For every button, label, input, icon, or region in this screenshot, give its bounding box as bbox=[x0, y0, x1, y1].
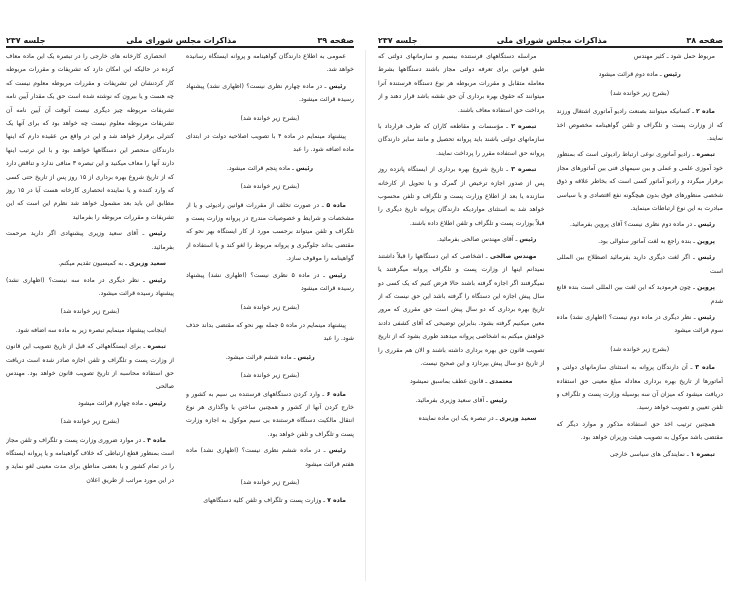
page-number: صفحه ۳۸ bbox=[686, 36, 723, 45]
paragraph-text: ـ آقای سعید وزیری پیشنهادی اگر دارید مرحمت بفرمائید. bbox=[6, 230, 174, 251]
speaker-label: ماده ۷ bbox=[327, 497, 346, 505]
paragraph bbox=[6, 340, 174, 394]
speaker-label: رئیس bbox=[697, 254, 715, 262]
speaker-label: پروین bbox=[697, 237, 715, 245]
document-title: مذاکرات مجلس شورای ملی bbox=[126, 36, 237, 45]
page-number: صفحه ۳۹ bbox=[317, 36, 354, 45]
speaker-label: ماده ۶ bbox=[326, 390, 346, 398]
session-number: جلسه ۲۳۷ bbox=[378, 36, 418, 45]
paragraph bbox=[557, 448, 724, 461]
speaker-label: رئیس bbox=[519, 236, 537, 244]
speaker-label: ماده ۴ bbox=[147, 436, 167, 444]
paragraph bbox=[378, 120, 545, 160]
paragraph bbox=[186, 130, 354, 157]
paragraph-text: ـ اشخاصی که این دستگاهها را قبلاً داشتند نمیدانم اینها از وزارت پست و تلگراف پروانه میگرفتند یا نمیگرفتند اگر اجازه گرفته باشند حالا فرض کنیم که یک کسی دو سال پیش اجازه این دستگاه را گرفته باشد این حق نیست که از تاریخ بهره برداری که دو سال پیش است حق مقرری که مرور معین میکنیم گرفته بشود. بنابراین توضیحی که آقای کشفی دادند خواهش میکنم به اشخاصی پروانه میدهند طوری بشود که از تاریخ تصویب قانون حق بهره برداری داشته باشند و الان هم مقرری را از تاریخ دو سال پیش بپردازد و این صحیح نیست. bbox=[378, 252, 545, 367]
page-header bbox=[6, 32, 354, 48]
paragraph bbox=[6, 274, 174, 301]
paragraph bbox=[557, 50, 724, 63]
paragraph bbox=[557, 343, 724, 356]
paragraph bbox=[186, 369, 354, 382]
paragraph bbox=[6, 305, 174, 318]
paragraph-text: (بشرح زیر خوانده شد) bbox=[60, 308, 120, 316]
speaker-label: رئیس bbox=[663, 71, 681, 79]
paragraph bbox=[378, 412, 545, 425]
text-columns bbox=[6, 50, 354, 591]
paragraph bbox=[186, 269, 354, 296]
paragraph bbox=[378, 50, 545, 117]
speaker-label: تبصره bbox=[696, 151, 715, 159]
paragraph-text: ـ ماده دوم قرائت میشود bbox=[598, 71, 664, 79]
paragraph-text: ـ تاریخ شروع بهره برداری از ایستگاه پانزده روز پس از صدور اجازه ترخیص از گمرک و یا تحویل از کارخانه سازنده یا بعد از اطلاع وزارت پست و تلگراف و تلفن محسوب خواهد شد به استثنای مواردیکه دارندگان پروانه تاریخ دیگری را قبلاً بوزارت پست و تلگراف و تلفن اطلاع داده باشند. bbox=[378, 166, 545, 227]
paragraph bbox=[6, 434, 174, 488]
paragraph-text: ـ نظر دیگری در ماده سه نیست؟ (اظهاری نشد) پیشنهاد رسیده قرائت میشود. bbox=[6, 276, 174, 297]
speaker-label: رئیس bbox=[697, 221, 715, 229]
paragraph-text: ـ ماده ششم قرائت میشود. bbox=[225, 353, 298, 361]
speaker-label: رئیس bbox=[295, 164, 314, 172]
paragraph-text: (بشرح زیر خوانده شد) bbox=[240, 114, 300, 122]
speaker-label: رئیس bbox=[697, 313, 715, 321]
paragraph bbox=[557, 311, 724, 338]
paragraph-text: پیشنهاد مینمایم در ماده ۴ با تصویب اصلاحیه دولت در ابتدای ماده اضافه شود. را عبد bbox=[186, 133, 354, 154]
paragraph bbox=[186, 476, 354, 489]
paragraph-text: ـ در تبصره یک این ماده نماینده bbox=[418, 415, 500, 423]
speaker-label: معتمدی bbox=[489, 378, 513, 386]
paragraph bbox=[378, 250, 545, 371]
paragraph bbox=[6, 324, 174, 337]
paragraph bbox=[6, 227, 174, 254]
speaker-label: رئیس bbox=[489, 396, 508, 404]
paragraph bbox=[557, 235, 724, 248]
paragraph-text: ـ وزارت پست و تلگراف و تلفن کلیه دستگاههای bbox=[203, 497, 328, 505]
speaker-label: رئیس bbox=[328, 82, 346, 90]
paragraph bbox=[378, 233, 545, 246]
speaker-label: رئیس bbox=[148, 230, 166, 238]
paragraph bbox=[186, 494, 354, 507]
speaker-label: رئیس bbox=[148, 399, 166, 407]
paragraph-text: (بشرح زیر خوانده شد) bbox=[240, 303, 300, 311]
page-header bbox=[378, 32, 723, 48]
speaker-label: ماده ۵ bbox=[326, 201, 346, 209]
paragraph-text: ـ به کمیسیون تقدیم میکنم. bbox=[58, 260, 129, 268]
paragraph-text: ـ نظر دیگری در ماده دوم نیست؟ (اظهاری نشد) ماده سوم قرائت میشود bbox=[556, 313, 723, 335]
column-left bbox=[6, 50, 174, 591]
paragraph bbox=[557, 251, 724, 278]
paragraph-text: (بشرح زیر خوانده شد) bbox=[610, 89, 670, 97]
speaker-label: تبصره ۳ bbox=[511, 166, 537, 174]
paragraph-text: عمومی به اطلاع دارندگان گواهینامه و پروانه ایستگاه رسانیده خواهد شد. bbox=[186, 53, 354, 74]
paragraph bbox=[557, 281, 724, 308]
column-right bbox=[557, 50, 724, 591]
paragraph-text: انحصاری کارخانه های خارجی را در تبصره یک این ماده معاف کرده در حالیکه این امکان دارد که تشریفات و مقررات مربوطه کار کردنشان این تشریفات و مقررات مربوطه معلوم نیست که چه هست و یا بیرون که نوشته شده است حق یک مقدار آیین نامه تشریفات مربوطه چیز دیگری نیست آنوقت آن آیین نامه آن تشریفات مربوطه معلوم نیست چه خواهد بود که برای آنها یک کنترلی برقرار خواهد شد و این در واقع من عقیده دارم که اینها دارندگان منحصر این دستگاهها خواهند بود و با این ترتیب اینها دارند آنها را معاف میکنید و این تبصره ۳ منافی ندارد و تناقض دارد که از تاریخ شروع بهره برداری از ۱۵ روز پس از تاریخ حتی کسی که وارد کننده و یا نماینده انحصاری کارخانه هست آیا در ۱۵ روز مطابق این باید بعد مشمول خواهد شد نظرم این است که این تشریفات و مقررات مربوطه را بفرمائید bbox=[6, 53, 174, 221]
paragraph bbox=[6, 397, 174, 410]
text-columns bbox=[378, 50, 723, 591]
paragraph bbox=[186, 351, 354, 364]
paragraph-text: ـ وارد کردن دستگاههای فرستنده بی سیم به کشور و خارج کردن آنها از کشور و همچنین ساختن یا واگذاری هر نوع انتقال مالکیت دستگاه فرستنده بی سیم موکول به اجازه وزارت پست و تلگراف و تلفن خواهد بود. bbox=[186, 390, 354, 438]
speaker-label: سعید وزیری bbox=[128, 260, 166, 268]
paragraph-text: (بشرح زیر خوانده شد) bbox=[60, 418, 120, 426]
paragraph-text: ـ در ماده ششم نظری نیست؟ (اظهاری نشد) ماده هفتم قرائت میشود bbox=[186, 447, 354, 468]
paragraph-text: ـ در ماده دوم نظری نیست؟ آقای پروین بفرمائید. bbox=[570, 221, 698, 229]
paragraph bbox=[186, 199, 354, 266]
speaker-label: رئیس bbox=[297, 353, 315, 361]
page-38 bbox=[372, 0, 729, 601]
paragraph-text: مراسله دستگاههای فرستنده بیسیم و سازمانهای دولتی که طبق قوانین برای تعرفه دولتی مجاز باشند دستگاهها بشرط معامله متقابل و مقررات مربوطه هر نوع دستگاه فرستنده آنرا میتوانند که حقوق بهره برداری آن حق نقشه باشد قرار دهند و از پرداخت حق استفاده معاف باشند. bbox=[378, 53, 545, 114]
paragraph bbox=[6, 257, 174, 270]
paragraph bbox=[378, 375, 545, 388]
paragraph-text: ـ رادیو آماتوری نوعی ارتباط رادیوئی است که بمنظور خود آموزی علمی و عملی و بین سیمهای فنی بین آماتورهای مجاز برقرار میگردد و رادیو آماتور کسی است که بخاطر علاقه و ذوق شخصی منظورهای فوق بدون هیچگونه نفع اقتصادی و یا سیاسی مبادرت به این نوع ارتباطات مینماید. bbox=[556, 151, 723, 213]
paragraph-text: پیشنهاد مینمایم در ماده ۵ جمله بهر نحو که مقتضی بداند حذف شود. را عبد bbox=[186, 321, 354, 343]
speaker-label: رئیس bbox=[148, 276, 166, 284]
paragraph bbox=[557, 148, 724, 215]
speaker-label: تبصره bbox=[147, 343, 166, 351]
paragraph bbox=[557, 68, 724, 81]
paragraph-text: ـ مؤسسات و مقاطعه کاران که طرف قرارداد با سازمانهای دولتی باشند باید پروانه تحصیل و مانند سایر دارندگان پروانه حق استفاده مقرر را پرداخت نمایند. bbox=[378, 123, 545, 157]
paragraph-text: ـ آن دارندگان پروانه به استثنای سازمانهای دولتی و آماتورها از تاریخ بهره برداری معادله مبلغ معینی حق استفاده دریافت میشود که میزان آن سه بوسیله وزارت پست و تلگراف و تلفن تعیین و تصویب خواهد رسید. bbox=[556, 364, 723, 412]
speaker-label: ماده ۳ bbox=[695, 364, 715, 372]
paragraph-text: ـ آقای مهندس صالحی بفرمائید. bbox=[436, 236, 520, 244]
speaker-label: ماده ۲ bbox=[696, 108, 715, 116]
paragraph bbox=[186, 319, 354, 346]
paragraph bbox=[186, 180, 354, 193]
page-39 bbox=[0, 0, 360, 601]
paragraph-text: ـ در ماده ۵ نظری نیست؟ (اظهاری نشد) پیشنهاد رسیده قرائت میشود bbox=[186, 271, 354, 293]
speaker-label: تبصره ۱ bbox=[690, 450, 715, 458]
paragraph-text: ـ در صورت تخلف از مقررات قوانین رادیوئی و یا از مشخصات و شرایط و خصوصیات مندرج در پروانه وزارت پست و تلگراف و تلفن میتواند برحسب مورد از کار ایستگاه بهر نحو که مقتضی بداند جلوگیری و پروانه مربوط را لغو کند و یا استفاده از گواهینامه را موقوف سازد. bbox=[186, 201, 354, 263]
paragraph-text: ـ در موارد ضروری وزارت پست و تلگراف و تلفن مجاز است بمنظور قطع ارتباطی که خلاف گواهینامه و یا پروانه ایستگاه را در تمام کشور و یا بعضی مناطق برای مدت معینی لغو نماید و در این مورد مراتب از طریق اعلان bbox=[6, 436, 174, 484]
speaker-label: رئیس bbox=[328, 447, 346, 455]
paragraph-text: ـ ماده پنجم قرائت میشود. bbox=[226, 164, 296, 172]
paragraph-text: ـ چون فرمودید که این لغت بین المللی است بنده قانع شدم bbox=[556, 284, 723, 305]
paragraph bbox=[6, 415, 174, 428]
paragraph-text: ـ ماده چهارم قرائت میشود bbox=[78, 399, 149, 407]
paragraph-text: (بشرح زیر خوانده شد) bbox=[610, 345, 670, 353]
column-right bbox=[186, 50, 354, 591]
speaker-label: پروین bbox=[697, 284, 715, 292]
speaker-label: تبصره ۲ bbox=[511, 123, 537, 131]
paragraph-text: اینجانب پیشنهاد مینمایم تبصره زیر به ماده سه اضافه شود. bbox=[15, 326, 166, 334]
paragraph bbox=[186, 388, 354, 442]
paragraph bbox=[186, 444, 354, 471]
paragraph bbox=[557, 105, 724, 145]
paragraph bbox=[186, 80, 354, 107]
page-gutter bbox=[365, 50, 366, 581]
paragraph bbox=[557, 418, 724, 445]
paragraph bbox=[186, 301, 354, 314]
session-number: جلسه ۲۳۷ bbox=[6, 36, 46, 45]
speaker-label: سعید وزیری bbox=[499, 415, 537, 423]
paragraph-text: ـ برای ایستگاههائی که قبل از تاریخ تصویب این قانون از وزارت پست و تلگراف و تلفن اجازه صادر شده است دریافت حق استفاده محاسبه از تاریخ تصویب قانون خواهد بود. مهندس صالحی bbox=[6, 343, 174, 391]
speaker-label: رئیس bbox=[328, 271, 347, 279]
paragraph-text: همچنین ترتیب اخذ حق استفاده مذکور و موارد دیگر که مقتضی باشد موکول به تصویب هیئت وزیران خواهد بود. bbox=[556, 420, 723, 442]
paragraph-text: مربوط حمل شود ـ کثیر مهندس bbox=[633, 53, 715, 60]
paragraph bbox=[557, 218, 724, 231]
paragraph-text: (بشرح زیر خوانده شد) bbox=[240, 183, 300, 191]
paragraph bbox=[186, 162, 354, 175]
paragraph-text: ـ آقای سعید وزیری بفرمائید. bbox=[415, 396, 490, 404]
paragraph bbox=[378, 163, 545, 230]
paragraph bbox=[186, 50, 354, 77]
column-left bbox=[378, 50, 545, 591]
paragraph bbox=[557, 361, 724, 415]
speaker-label: مهندس صالحی bbox=[489, 252, 537, 260]
paragraph-text: (بشرح زیر خوانده شد) bbox=[240, 372, 300, 380]
paragraph-text: ـ بنده راجع به لغت آماتور سئوالی بود. bbox=[598, 237, 698, 245]
paragraph-text: ـ در ماده چهارم نظری نیست؟ (اظهاری نشد) پیشنهاد رسیده قرائت میشود. bbox=[186, 82, 354, 104]
paragraph-text: ـ قانون عطف بماسبق نمیشود bbox=[410, 378, 490, 386]
paragraph-text: ـ نمایندگی های سیاسی خارجی bbox=[609, 450, 691, 458]
paragraph bbox=[186, 112, 354, 125]
paragraph-text: ـ اگر لغت دیگری دارید بفرمائید اصطلاح بین المللی است bbox=[556, 254, 723, 275]
paragraph-text: ـ کسانیکه میتوانند بصنعت رادیو آماتوری اشتغال ورزند که از وزارت پست و تلگراف و تلفن گواهینامه مخصوص اخذ نمایند. bbox=[556, 108, 723, 143]
paragraph bbox=[378, 394, 545, 407]
paragraph bbox=[557, 87, 724, 100]
paragraph bbox=[6, 50, 174, 224]
paragraph-text: (بشرح زیر خوانده شد) bbox=[240, 478, 300, 486]
document-title: مذاکرات مجلس شورای ملی bbox=[496, 36, 608, 45]
